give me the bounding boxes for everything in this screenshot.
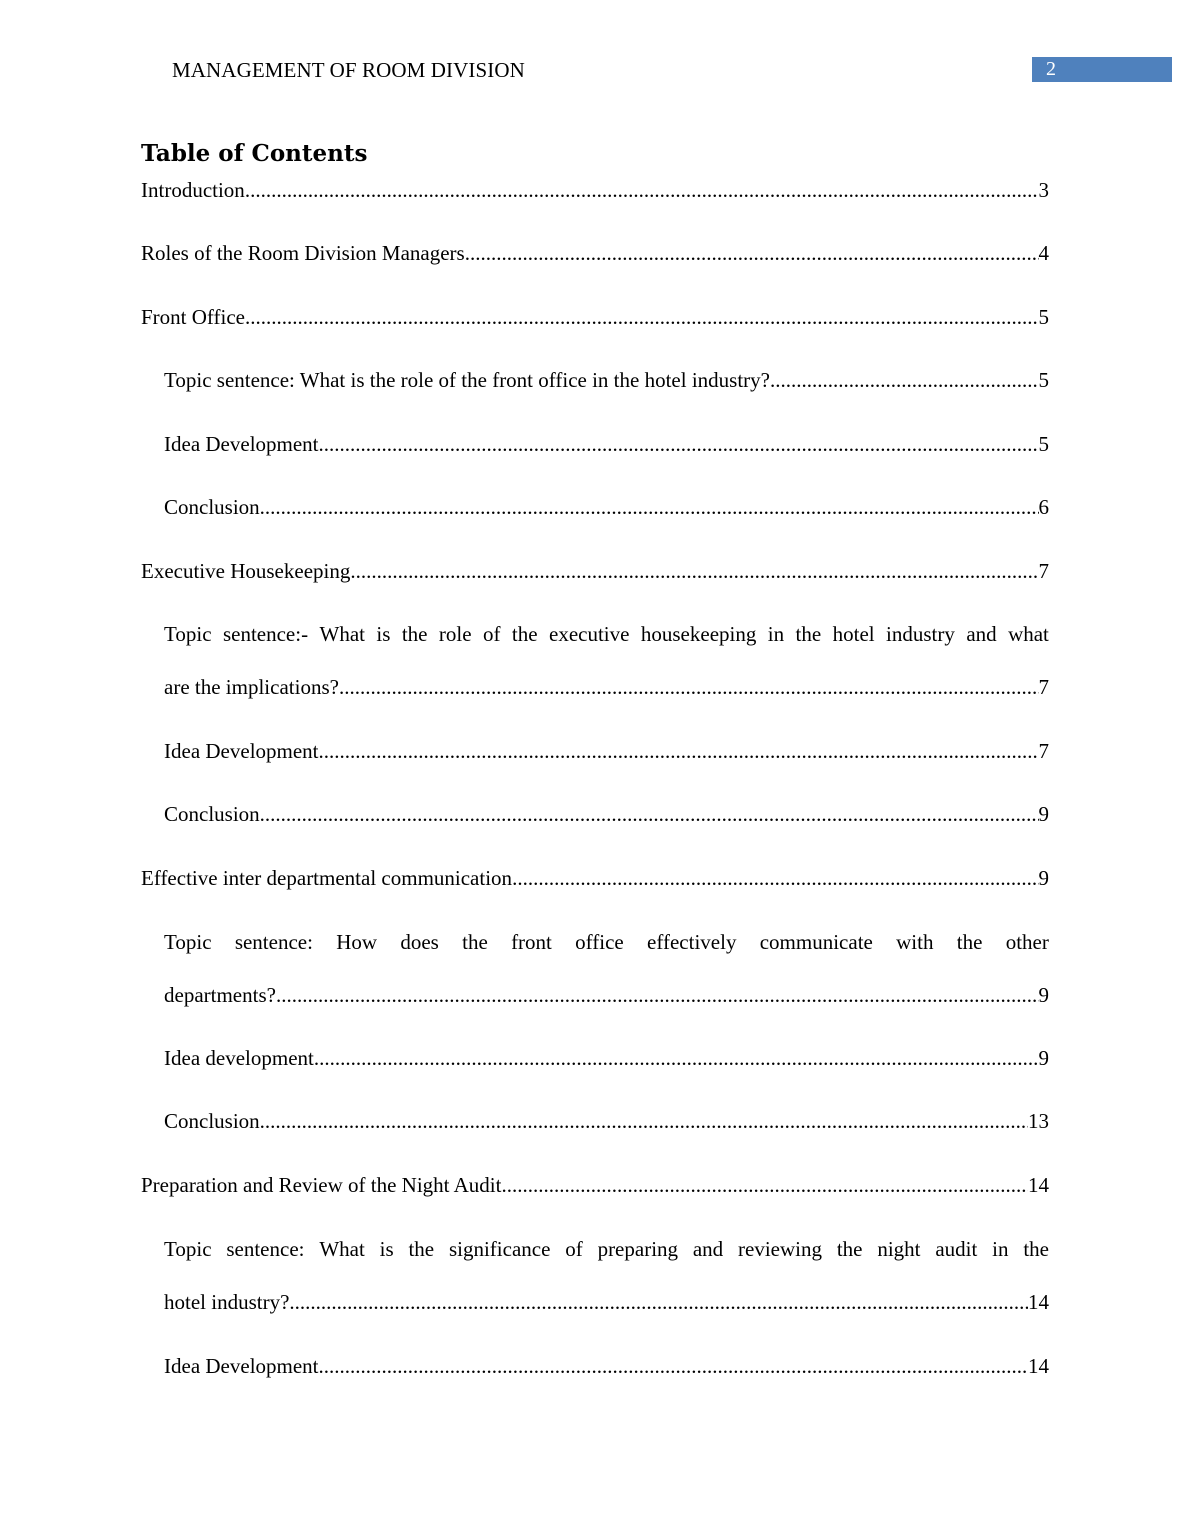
- toc-entry-word: what: [1008, 622, 1049, 646]
- toc-dot-leader: [339, 674, 1039, 700]
- toc-page-number: 9: [1038, 802, 1049, 826]
- toc-entry-word: in: [992, 1237, 1009, 1261]
- toc-dot-leader: [465, 240, 1039, 266]
- toc-entry-word: the: [408, 1237, 435, 1261]
- toc-entry-link[interactable]: [141, 865, 1049, 891]
- toc-entry-text: Preparation and Review of the Night Audit: [141, 1173, 502, 1197]
- toc-dot-leader: [245, 177, 1039, 203]
- toc-page-number: 9: [1038, 866, 1049, 890]
- toc-entry-word: in: [767, 622, 785, 646]
- toc-entry-text: Effective inter departmental communication: [141, 866, 513, 890]
- toc-entry-text: Idea development: [164, 1046, 314, 1070]
- toc-entry-link[interactable]: [164, 367, 1049, 393]
- toc-dot-leader: [350, 558, 1038, 584]
- toc-entry-word: sentence:: [234, 930, 313, 954]
- toc-entry-link[interactable]: [164, 738, 1049, 764]
- toc-entry-text: Conclusion: [164, 1109, 260, 1133]
- toc-dot-leader: [314, 1045, 1039, 1071]
- toc-entry-word: of: [483, 622, 501, 646]
- toc-dot-leader: [501, 1172, 1028, 1198]
- toc-dot-leader: [289, 1289, 1028, 1315]
- toc-entry-word: sentence:: [226, 1237, 305, 1261]
- toc-dot-leader: [260, 494, 1039, 520]
- toc-entry-link[interactable]: [164, 982, 1049, 1008]
- toc-entry-word: What: [319, 1237, 365, 1261]
- toc-entry-text: Idea Development: [164, 739, 319, 763]
- toc-entry-text: departments?: [164, 983, 276, 1007]
- toc-page-number: 6: [1038, 495, 1049, 519]
- toc-entry-link[interactable]: [141, 558, 1049, 584]
- toc-entry-link[interactable]: [164, 431, 1049, 457]
- toc-entry-word: Topic: [164, 622, 212, 646]
- toc-entry-word: preparing: [597, 1237, 679, 1261]
- toc-entry-word: communicate: [759, 930, 873, 954]
- toc-entry-word: front: [511, 930, 552, 954]
- toc-dot-leader: [319, 738, 1039, 764]
- toc-entry-link[interactable]: [141, 304, 1049, 330]
- toc-entry-word: effectively: [647, 930, 737, 954]
- toc-page-number: 14: [1028, 1290, 1049, 1314]
- toc-entry-word: does: [400, 930, 439, 954]
- toc-entry-link[interactable]: [164, 1045, 1049, 1071]
- toc-dot-leader: [770, 367, 1039, 393]
- page-number-badge: 2: [1032, 57, 1172, 82]
- toc-entry-link[interactable]: [141, 240, 1049, 266]
- running-header-title: MANAGEMENT OF ROOM DIVISION: [172, 58, 525, 82]
- toc-entry-link[interactable]: [164, 1353, 1049, 1379]
- toc-entry-word: role: [438, 622, 472, 646]
- toc-page-number: 7: [1038, 739, 1049, 763]
- toc-page-number: 5: [1038, 432, 1049, 456]
- toc-entry-word: sentence:-: [222, 622, 309, 646]
- toc-page-number: 3: [1038, 178, 1049, 202]
- toc-entry-text: Idea Development: [164, 432, 319, 456]
- toc-entry-word: the: [1023, 1237, 1049, 1261]
- toc-entry-word: the: [836, 1237, 863, 1261]
- toc-page-number: 5: [1038, 305, 1049, 329]
- toc-entry-link[interactable]: [141, 1172, 1049, 1198]
- toc-entry-text-line1: [164, 621, 1049, 647]
- toc-entry-text: Conclusion: [164, 802, 260, 826]
- toc-entry-word: the: [511, 622, 538, 646]
- toc-entry-word: significance: [448, 1237, 551, 1261]
- toc-entry-word: executive: [549, 622, 630, 646]
- toc-entry-link[interactable]: [164, 494, 1049, 520]
- toc-dot-leader: [319, 1353, 1028, 1379]
- toc-page-number: 4: [1038, 241, 1049, 265]
- toc-page-number: 7: [1038, 559, 1049, 583]
- toc-dot-leader: [276, 982, 1039, 1008]
- toc-entry-word: the: [401, 622, 428, 646]
- toc-entry-word: office: [575, 930, 624, 954]
- toc-entry-text: are the implications?: [164, 675, 339, 699]
- toc-entry-text-line1: [164, 1236, 1049, 1262]
- toc-page-number: 14: [1028, 1173, 1049, 1197]
- toc-page-number: 9: [1038, 983, 1049, 1007]
- toc-entry-text: Topic sentence: What is the role of the front office in the hotel industry?: [164, 368, 770, 392]
- toc-entry-link[interactable]: [164, 674, 1049, 700]
- toc-entry-word: the: [795, 622, 822, 646]
- toc-entry-link[interactable]: [141, 177, 1049, 203]
- toc-entry-word: housekeeping: [640, 622, 757, 646]
- toc-entry-word: industry: [886, 622, 955, 646]
- toc-page-number: 9: [1038, 1046, 1049, 1070]
- toc-entry-text: Front Office: [141, 305, 246, 329]
- toc-dot-leader: [260, 1108, 1028, 1134]
- toc-page-number: 14: [1028, 1354, 1049, 1378]
- toc-entry-word: audit: [935, 1237, 978, 1261]
- toc-page-number: 13: [1028, 1109, 1049, 1133]
- toc-entry-word: and: [692, 1237, 724, 1261]
- toc-entry-word: with: [896, 930, 934, 954]
- toc-dot-leader: [512, 865, 1038, 891]
- toc-entry-word: the: [462, 930, 488, 954]
- toc-entry-word: the: [956, 930, 983, 954]
- toc-entry-word: and: [966, 622, 997, 646]
- toc-entry-word: Topic: [164, 930, 212, 954]
- toc-dot-leader: [245, 304, 1038, 330]
- toc-entry-text: Conclusion: [164, 495, 260, 519]
- toc-entry-word: night: [877, 1237, 921, 1261]
- toc-entry-word: hotel: [832, 622, 875, 646]
- toc-dot-leader: [319, 431, 1039, 457]
- toc-entry-link[interactable]: [164, 1108, 1049, 1134]
- toc-entry-word: is: [376, 622, 391, 646]
- toc-entry-text: Idea Development: [164, 1354, 319, 1378]
- toc-entry-word: reviewing: [738, 1237, 822, 1261]
- toc-entry-link[interactable]: [164, 801, 1049, 827]
- toc-entry-word: is: [379, 1237, 394, 1261]
- toc-heading: Table of Contents: [141, 140, 368, 167]
- toc-page-number: 7: [1038, 675, 1049, 699]
- toc-entry-text: Introduction: [141, 178, 245, 202]
- toc-entry-word: of: [565, 1237, 583, 1261]
- toc-entry-word: What: [319, 622, 365, 646]
- toc-page-number: 5: [1038, 368, 1049, 392]
- toc-entry-word: Topic: [164, 1237, 212, 1261]
- toc-entry-text-line1: [164, 929, 1049, 955]
- toc-entry-text: hotel industry?: [164, 1290, 290, 1314]
- toc-entry-word: How: [336, 930, 378, 954]
- toc-entry-text: Executive Housekeeping: [141, 559, 351, 583]
- toc-entry-word: other: [1005, 930, 1049, 954]
- toc-entry-link[interactable]: [164, 1289, 1049, 1315]
- toc-dot-leader: [260, 801, 1039, 827]
- toc-entry-text: Roles of the Room Division Managers: [141, 241, 465, 265]
